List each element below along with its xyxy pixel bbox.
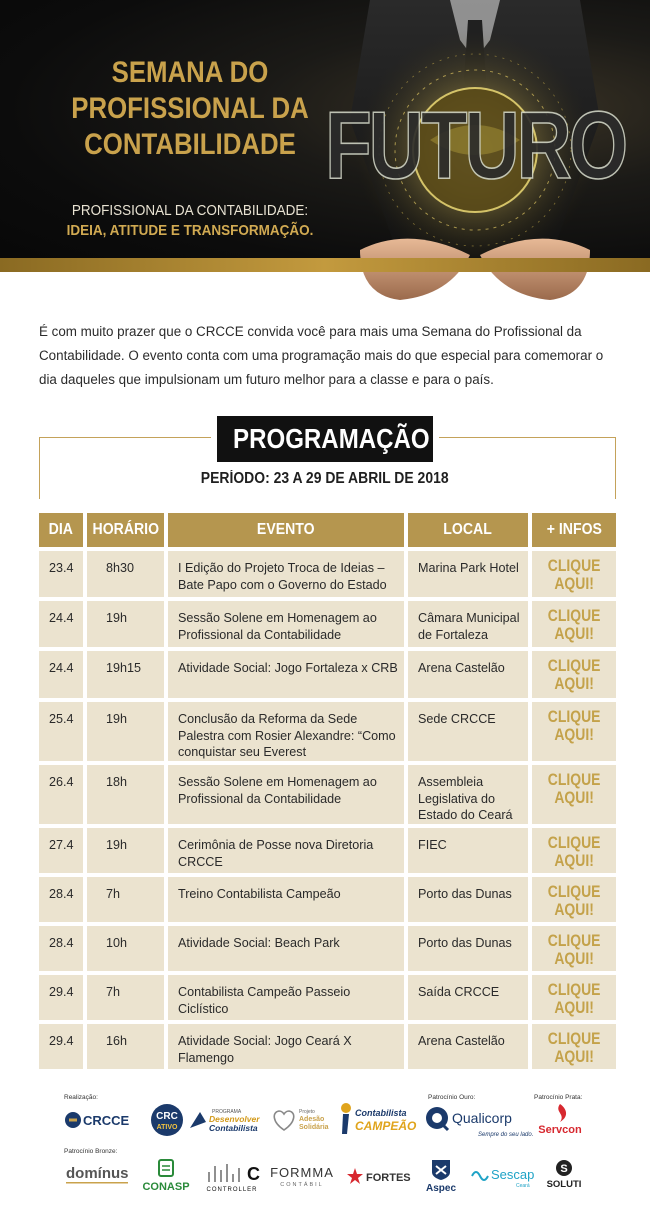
cell-dia: 28.4 — [39, 877, 83, 922]
patrocinio-ouro-label: Patrocínio Ouro: — [428, 1094, 476, 1101]
conasp-logo — [140, 1158, 192, 1194]
cell-infos — [532, 551, 616, 597]
header-dia-text: DIA — [48, 521, 74, 538]
dominus-logo — [64, 1162, 132, 1188]
link-line: AQUI! — [554, 574, 594, 593]
cell-evento: Treino Contabilista Campeão — [168, 877, 404, 922]
desenvolver-text-1: PROGRAMA — [212, 1109, 242, 1115]
link-line: CLIQUE — [547, 931, 601, 950]
cell-horario: 19h — [87, 828, 164, 873]
cell-evento: Contabilista Campeão Passeio Ciclístico — [168, 975, 404, 1020]
campeao-text-1: Contabilista — [355, 1108, 407, 1118]
header-dia — [39, 513, 83, 547]
patrocinio-prata-label: Patrocínio Prata: — [534, 1094, 583, 1101]
clique-aqui-link[interactable] — [548, 981, 601, 1017]
clique-aqui-link[interactable] — [548, 883, 601, 919]
clique-aqui-link[interactable] — [548, 932, 601, 968]
forma-contabil-logo — [270, 1164, 334, 1190]
fortes-text: FORTES — [366, 1172, 411, 1184]
campeao-text-2: CAMPEÃO — [355, 1119, 417, 1133]
clique-aqui-link[interactable] — [548, 607, 601, 643]
crc-ativo-text-2: ATIVO — [156, 1124, 178, 1131]
link-line: AQUI! — [554, 725, 594, 744]
qualicorp-q-icon — [424, 1104, 534, 1140]
cell-local: Porto das Dunas — [408, 877, 528, 922]
cell-local: Marina Park Hotel — [408, 551, 528, 597]
link-line: AQUI! — [554, 851, 594, 870]
forma-wordmark-icon — [270, 1164, 334, 1190]
clique-aqui-link[interactable] — [548, 771, 601, 807]
aspec-text: Aspec — [425, 1183, 457, 1194]
link-line: CLIQUE — [547, 656, 601, 675]
clique-aqui-link[interactable] — [548, 557, 601, 593]
table-row — [39, 702, 616, 761]
table-row — [39, 877, 616, 922]
link-line: CLIQUE — [547, 980, 601, 999]
cell-horario: 19h — [87, 601, 164, 647]
header-evento-text: EVENTO — [257, 521, 315, 538]
link-line: CLIQUE — [547, 556, 601, 575]
cell-evento: Sessão Solene em Homenagem ao Profissional da Contabilidade — [168, 601, 404, 647]
cell-local: Saída CRCCE — [408, 975, 528, 1020]
forma-text-2: CONTÁBIL — [280, 1182, 324, 1188]
controller-text: CONTROLLER — [206, 1187, 258, 1193]
program-period — [120, 470, 530, 488]
campeao-figure-icon — [337, 1100, 415, 1138]
clique-aqui-link[interactable] — [548, 834, 601, 870]
crcce-logo — [64, 1108, 132, 1132]
link-line: CLIQUE — [547, 606, 601, 625]
cell-infos — [532, 877, 616, 922]
program-heading — [211, 416, 439, 462]
table-row — [39, 601, 616, 647]
link-line: CLIQUE — [547, 707, 601, 726]
cell-evento: Atividade Social: Beach Park — [168, 926, 404, 971]
aspec-shield-icon — [420, 1158, 462, 1194]
link-line: AQUI! — [554, 949, 594, 968]
svg-text:FUTURO: FUTURO — [325, 92, 626, 199]
program-period-text: PERÍODO: 23 A 29 DE ABRIL DE 2018 — [201, 470, 449, 487]
cell-local: FIEC — [408, 828, 528, 873]
cell-local: Sede CRCCE — [408, 702, 528, 761]
controller-logo — [203, 1160, 261, 1194]
cell-infos — [532, 926, 616, 971]
qualicorp-logo — [424, 1104, 534, 1140]
dominus-wordmark-icon — [64, 1162, 132, 1188]
cell-infos — [532, 828, 616, 873]
adesao-text-3: Solidária — [299, 1124, 329, 1131]
header-infos — [532, 513, 616, 547]
cell-evento: Atividade Social: Jogo Fortaleza x CRB — [168, 651, 404, 698]
cell-horario: 18h — [87, 765, 164, 824]
cell-horario: 7h — [87, 877, 164, 922]
link-line: CLIQUE — [547, 833, 601, 852]
hero-banner — [0, 0, 650, 272]
cell-horario: 19h — [87, 702, 164, 761]
table-row — [39, 926, 616, 971]
link-line: AQUI! — [554, 674, 594, 693]
cell-horario: 16h — [87, 1024, 164, 1069]
patrocinio-bronze-label: Patrocínio Bronze: — [64, 1148, 118, 1155]
cell-dia: 25.4 — [39, 702, 83, 761]
header-evento — [168, 513, 404, 547]
cell-local: Arena Castelão — [408, 1024, 528, 1069]
crcce-emblem-icon — [64, 1108, 132, 1132]
table-row — [39, 765, 616, 824]
table-row — [39, 975, 616, 1020]
header-local-text: LOCAL — [443, 521, 493, 538]
clique-aqui-link[interactable] — [548, 708, 601, 744]
cell-dia: 23.4 — [39, 551, 83, 597]
cell-local: Assembleia Legislativa do Estado do Ceará — [408, 765, 528, 824]
cell-local: Porto das Dunas — [408, 926, 528, 971]
cell-horario: 19h15 — [87, 651, 164, 698]
hero-tagline: IDEIA, ATITUDE E TRANSFORMAÇÃO. — [66, 222, 314, 239]
controller-bars-icon — [203, 1160, 261, 1194]
link-line: CLIQUE — [547, 1029, 601, 1048]
fortes-logo — [346, 1166, 411, 1188]
desenvolver-contabilista-logo — [188, 1104, 260, 1134]
qualicorp-tagline: Sempre do seu lado. — [478, 1132, 534, 1138]
cell-evento: I Edição do Projeto Troca de Ideias – Bate Papo com o Governo do Estado — [168, 551, 404, 597]
servcon-logo — [530, 1102, 590, 1138]
adesao-text-1: Projeto — [299, 1109, 315, 1115]
sescap-text: Sescap — [491, 1167, 535, 1182]
hero-title-line: PROFISSIONAL DA — [71, 92, 309, 125]
intro-paragraph: É com muito prazer que o CRCCE convida você para mais uma Semana do Profissional da Contabilidade. O evento conta com uma programação mais do que especial para comemorar o dia daqueles que impulsionam um futuro melhor para a classe e para o país. — [39, 324, 604, 387]
realizacao-label: Realização: — [64, 1094, 98, 1101]
crc-ativo-text-1: CRC — [156, 1111, 178, 1122]
cell-horario: 10h — [87, 926, 164, 971]
link-line: AQUI! — [554, 788, 594, 807]
cell-infos — [532, 702, 616, 761]
header-local — [408, 513, 528, 547]
link-line: AQUI! — [554, 900, 594, 919]
fortes-star-icon — [346, 1166, 411, 1188]
cell-evento: Conclusão da Reforma da Sede Palestra com Rosier Alexandre: “Como conquistar seu Everest — [168, 702, 404, 761]
cell-dia: 24.4 — [39, 601, 83, 647]
header-horario — [87, 513, 164, 547]
table-body — [39, 551, 616, 1069]
cell-infos — [532, 651, 616, 698]
cell-dia: 26.4 — [39, 765, 83, 824]
table-row — [39, 828, 616, 873]
svg-text:C: C — [247, 1164, 260, 1184]
cell-evento: Cerimônia de Posse nova Diretoria CRCCE — [168, 828, 404, 873]
aspec-logo — [420, 1158, 462, 1194]
table-row — [39, 551, 616, 597]
program-heading-text: PROGRAMAÇÃO — [233, 423, 430, 454]
clique-aqui-link[interactable] — [548, 1030, 601, 1066]
cell-local: Arena Castelão — [408, 651, 528, 698]
cell-evento: Sessão Solene em Homenagem ao Profissional da Contabilidade — [168, 765, 404, 824]
crc-ativo-badge-icon — [147, 1102, 187, 1138]
cell-local: Câmara Municipal de Fortaleza — [408, 601, 528, 647]
header-horario-text: HORÁRIO — [92, 521, 159, 538]
servcon-text: Servcon — [538, 1124, 582, 1136]
sescap-logo — [470, 1164, 538, 1190]
table-row — [39, 651, 616, 698]
hero-title-line: SEMANA DO — [111, 56, 269, 89]
hero-subtitle: PROFISSIONAL DA CONTABILIDADE: — [71, 202, 309, 219]
qualicorp-text: Qualicorp — [452, 1110, 512, 1126]
soluti-logo — [541, 1158, 587, 1194]
crc-ativo-logo — [147, 1102, 187, 1138]
sescap-subtext: Ceará — [516, 1183, 530, 1189]
desenvolver-logo-icon — [188, 1104, 260, 1134]
cell-evento: Atividade Social: Jogo Ceará X Flamengo — [168, 1024, 404, 1069]
table-row — [39, 1024, 616, 1069]
soluti-text: SOLUTI — [546, 1179, 582, 1190]
sescap-wave-icon — [470, 1164, 538, 1190]
desenvolver-text-3: Contabilista — [209, 1123, 258, 1133]
crcce-logo-text: CRCCE — [83, 1113, 130, 1128]
link-line: CLIQUE — [547, 770, 601, 789]
link-line: AQUI! — [554, 998, 594, 1017]
table-header-row — [39, 513, 616, 547]
hero-title — [61, 55, 319, 163]
adesao-heart-icon — [270, 1104, 328, 1134]
desenvolver-text-2: Desenvolver — [209, 1114, 260, 1124]
link-line: CLIQUE — [547, 882, 601, 901]
cell-infos — [532, 975, 616, 1020]
cell-dia: 28.4 — [39, 926, 83, 971]
cell-dia: 24.4 — [39, 651, 83, 698]
svg-text:S: S — [560, 1163, 568, 1175]
cell-dia: 27.4 — [39, 828, 83, 873]
conasp-text: CONASP — [142, 1181, 190, 1193]
cell-horario: 8h30 — [87, 551, 164, 597]
servcon-flame-icon — [530, 1102, 590, 1138]
clique-aqui-link[interactable] — [548, 657, 601, 693]
cell-dia: 29.4 — [39, 1024, 83, 1069]
cell-dia: 29.4 — [39, 975, 83, 1020]
contabilista-campeao-logo — [337, 1100, 415, 1138]
dominus-text: domínus — [66, 1165, 129, 1182]
link-line: AQUI! — [554, 1047, 594, 1066]
cell-infos — [532, 1024, 616, 1069]
cell-infos — [532, 765, 616, 824]
forma-text-1: FORMMA — [270, 1165, 334, 1180]
link-line: AQUI! — [554, 624, 594, 643]
adesao-text-2: Adesão — [299, 1116, 325, 1123]
gold-divider-band — [0, 258, 650, 272]
header-infos-text: + INFOS — [546, 521, 602, 538]
conasp-book-icon — [140, 1158, 192, 1194]
cell-horario: 7h — [87, 975, 164, 1020]
cell-infos — [532, 601, 616, 647]
hero-title-line: CONTABILIDADE — [84, 128, 296, 161]
soluti-s-icon — [541, 1158, 587, 1194]
schedule-table — [39, 513, 616, 1069]
adesao-solidaria-logo — [270, 1104, 328, 1134]
